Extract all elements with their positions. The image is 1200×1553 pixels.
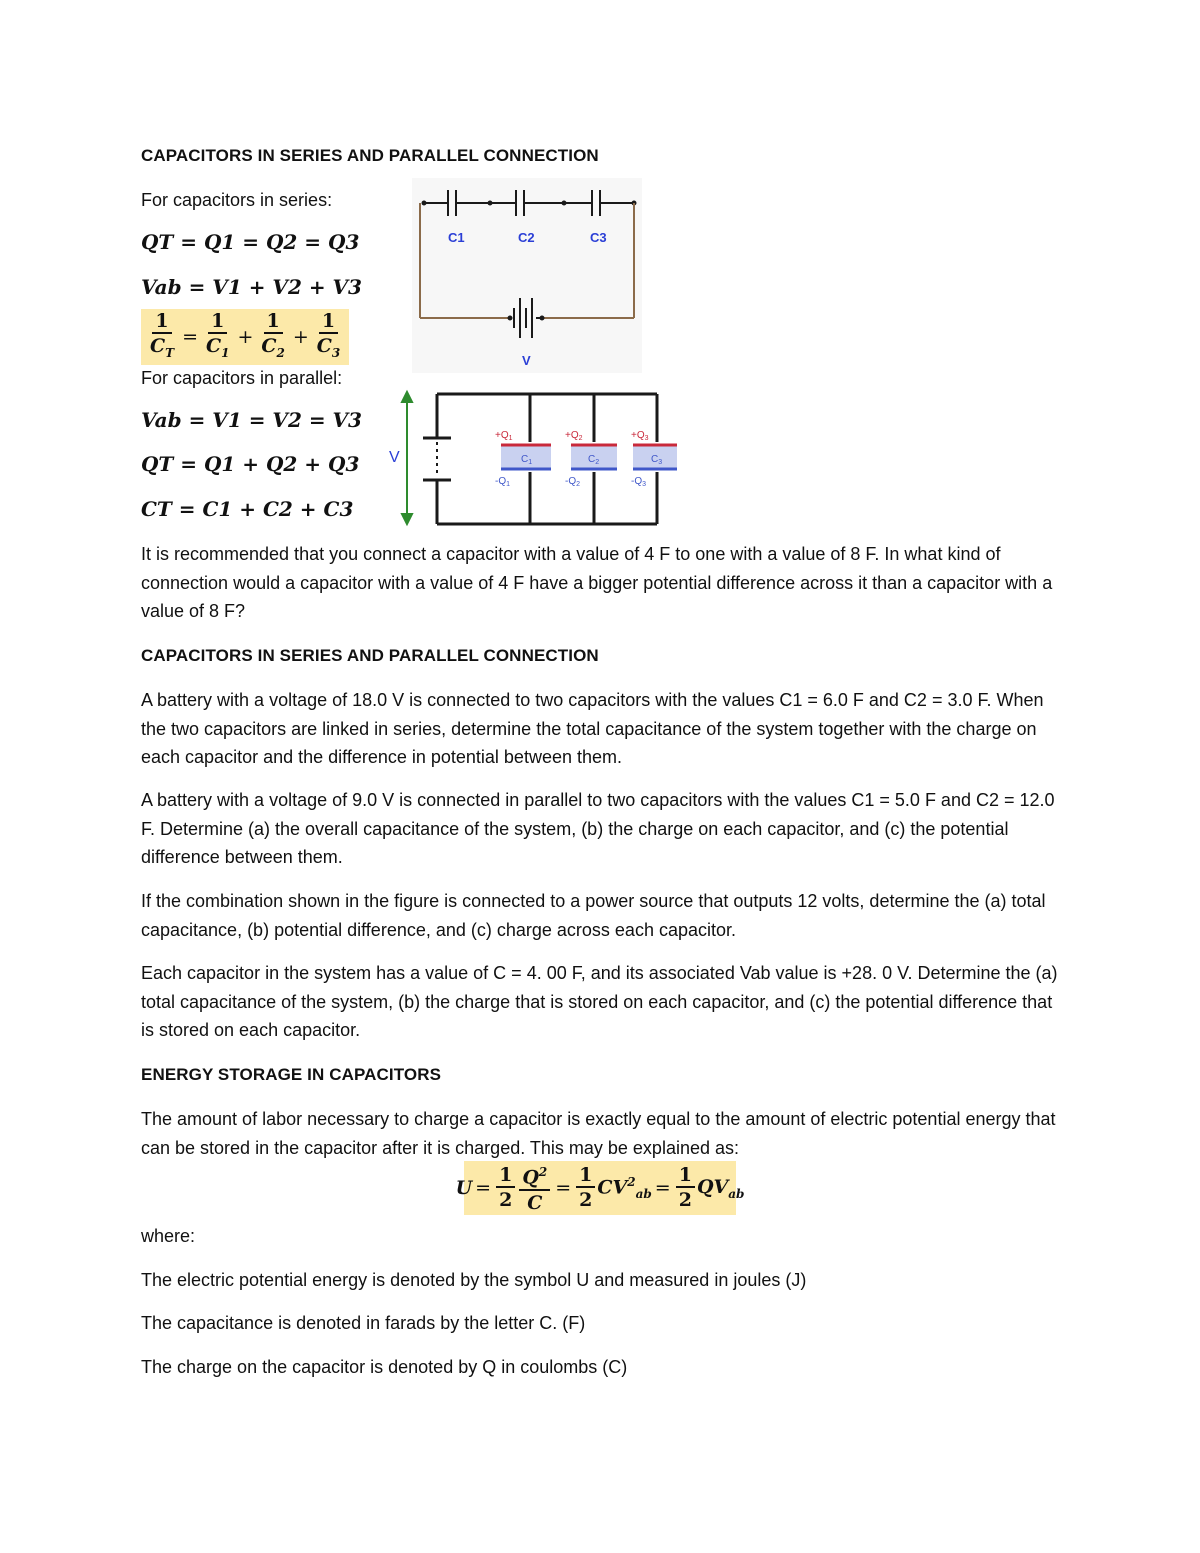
formula-c1: C [205,334,222,357]
formula-c2: C [261,334,277,357]
section-title-3: ENERGY STORAGE IN CAPACITORS [141,1065,442,1084]
frac-den: 2 [499,1189,513,1211]
energy-c: C [527,1191,543,1214]
node-dot [540,316,545,321]
energy-qv: QV [696,1175,729,1198]
energy-q-sq: 2 [538,1165,548,1180]
voltage-arrow [402,392,412,524]
frac-num: 1 [576,1164,595,1188]
problem-1: A battery with a voltage of 18.0 V is connected to two capacitors with the values C1 = 6.0 F and C2 = 3.0 F. When the two capacitors are linked in series, determine the total capacitance of the system together with the charge on each capacitor and the difference in potential between them. [141,690,1044,767]
formula-numerator: 1 [264,310,283,334]
series-charge-equation: QT = Q1 = Q2 = Q3 [141,230,360,254]
node-dot [562,201,567,206]
formula-c2-sub: 2 [276,345,285,360]
voltage-label: V [389,449,400,466]
energy-v-ab: ab [635,1187,652,1202]
node-dot [508,316,513,321]
energy-q: Q [522,1166,539,1189]
where-label: where: [141,1226,196,1246]
formula-c1-sub: 1 [221,345,230,360]
series-voltage-equation: Vab = V1 + V2 + V3 [141,275,362,299]
formula-c3-sub: 3 [331,345,341,360]
label-c2: C2 [518,230,535,245]
energy-v-sq: 2 [627,1174,636,1189]
energy-u: U [455,1177,473,1199]
figure-background [412,178,642,373]
problem-4: Each capacitor in the system has a value of C = 4. 00 F, and its associated Vab value is +28. 0 V. Determine the (a) total capacitance of the system, (b) the charge that is stored on each capacitor, and (c) the potential difference that is stored on each capacitor. [141,963,1058,1040]
plus-q2-label: $+Q_2$ [565,430,583,442]
formula-numerator: 1 [152,310,171,334]
frac-den: 2 [579,1189,593,1211]
parallel-capacitance-equation: CT = C1 + C2 + C3 [141,497,354,521]
formula-numerator: 1 [208,310,227,334]
plus-q1-label: $+Q_1$ [495,430,513,442]
definition-q: The charge on the capacitor is denoted by Q in coulombs (C) [141,1357,628,1377]
definition-u: The electric potential energy is denoted by the symbol U and measured in joules (J) [141,1270,807,1290]
formula-ct-sub: T [165,345,175,360]
section-title-1: CAPACITORS IN SERIES AND PARALLEL CONNECTION [141,146,599,165]
label-c3: C3 [590,230,607,245]
problem-3: If the combination shown in the figure is connected to a power source that outputs 12 volts, determine the (a) total capacitance, (b) potential difference, and (c) charge across each capacitor. [141,891,1046,940]
minus-q3-label: $-Q_3$ [631,476,647,488]
label-battery-v: V [522,353,531,368]
energy-cv: CV [597,1176,628,1199]
frac-num: 1 [676,1164,695,1188]
label-c1: C1 [448,230,465,245]
frac-den: 2 [678,1189,692,1211]
series-circuit-diagram [412,178,642,373]
formula-numerator: 1 [319,310,338,334]
definition-c: The capacitance is denoted in farads by the letter C. (F) [141,1313,586,1333]
c3-label: $C_3$ [651,454,663,466]
formula-ct: C [150,334,166,357]
parallel-circuit-diagram [385,388,685,530]
series-capacitance-formula: $\frac{1}{C_T}$ = $\frac{1}{C_1}$ + $\frac{1}{C_2}$ + $\frac{1}{C_3}$ [141,309,349,365]
node-dot [488,201,493,206]
formula-c3: C [316,334,332,357]
c1-label: $C_1$ [521,454,533,466]
question-paragraph: It is recommended that you connect a capacitor with a value of 4 F to one with a value of 8 F. In what kind of connection would a capacitor with a value of 4 F have a bigger potential difference across it than a capacitor with a value of 8 F? [141,544,1053,621]
minus-q2-label: $-Q_2$ [565,476,581,488]
energy-intro: The amount of labor necessary to charge a capacitor is exactly equal to the amount of electric potential energy that can be stored in the capacitor after it is charged. This may be explained as: [141,1109,1056,1158]
energy-qv-ab: ab [728,1186,745,1201]
energy-formula: U = $\frac{1}{2}$ $\frac{Q^2}{C}$ = $\frac{1}{2}$ $CV^2_{ab}$ = $\frac{1}{2}$ $QV_{ab}$ [464,1161,736,1215]
frac-num: 1 [496,1164,515,1188]
minus-q1-label: $-Q_1$ [495,476,511,488]
section-title-2: CAPACITORS IN SERIES AND PARALLEL CONNECTION [141,646,599,665]
plus-q3-label: $+Q_3$ [631,430,649,442]
parallel-intro: For capacitors in parallel: [141,368,343,388]
problem-2: A battery with a voltage of 9.0 V is connected in parallel to two capacitors with the values C1 = 5.0 F and C2 = 12.0 F. Determine (a) the overall capacitance of the system, (b) the charge on each capacitor, and (c) the potential difference between them. [141,790,1055,867]
c2-label: $C_2$ [588,454,600,466]
node-dot [422,201,427,206]
series-intro: For capacitors in series: [141,190,333,210]
parallel-voltage-equation: Vab = V1 = V2 = V3 [141,408,362,432]
parallel-charge-equation: QT = Q1 + Q2 + Q3 [141,452,360,476]
